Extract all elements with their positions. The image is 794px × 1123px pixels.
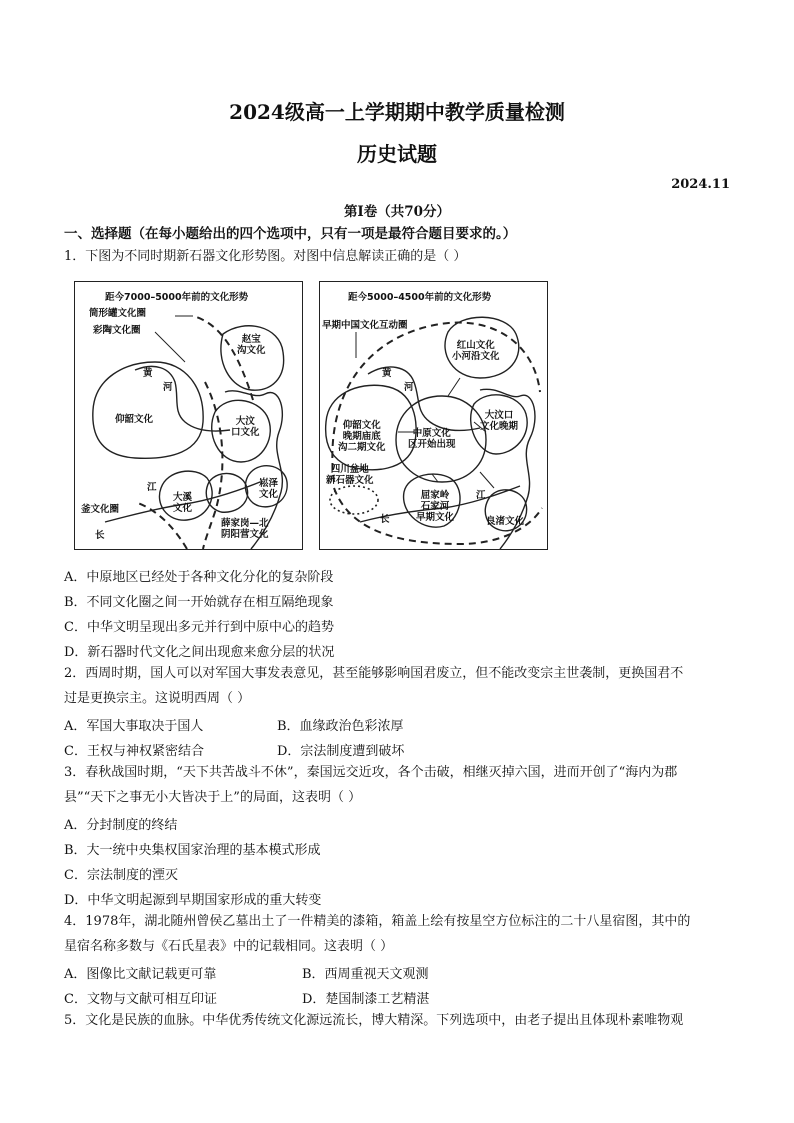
label-daxi: 大溪 文化: [173, 492, 193, 514]
label-liangzhu: 良渚文化: [486, 516, 525, 527]
q1-option-d: D．新石器时代文化之间出现愈来愈分层的状况: [64, 645, 335, 660]
link-hongshan: [448, 378, 460, 396]
q2-stem-line2: 过是更换宗主。这说明西周（ ）: [64, 691, 251, 706]
map-right-title: 距今5000–4500年前的文化形势: [348, 292, 492, 303]
exam-title: 2024级高一上学期期中教学质量检测: [229, 100, 565, 124]
q3-stem-line1: 3．春秋战国时期，“天下共苦战斗不休”，秦国远交近攻，各个击破，相继灭掉六国，进而开创了“海内为郡: [64, 765, 678, 780]
label-xuejiagang: 薛家岗—北 阴阳营文化: [221, 518, 269, 540]
leader-caitao: [155, 332, 185, 362]
q1-option-a: A．中原地区已经处于各种文化分化的复杂阶段: [64, 570, 334, 585]
label-chang: 长: [380, 514, 390, 525]
q5-stem-line1: 5．文化是民族的血脉。中华优秀传统文化源远流长，博大精深。下列选项中，由老子提出且体现朴素唯物观: [64, 1013, 684, 1028]
label-sichuan: 四川盆地 新石器文化: [326, 464, 374, 486]
label-hongshan: 红山文化 小河沿文化: [452, 340, 500, 362]
map-right: [319, 281, 548, 550]
label-huang: 黄: [143, 368, 153, 379]
boundary-tongxingguan: [193, 316, 253, 400]
volume-heading: 第Ⅰ卷（共70分）: [343, 204, 451, 220]
q2-option-c: C．王权与神权紧密结合: [64, 744, 204, 759]
link-liangzhu: [480, 472, 494, 488]
boundary-interaction-sphere: [332, 323, 540, 482]
label-zaoqi: 早期中国文化互动圈: [322, 320, 408, 331]
q3-option-d: D．中华文明起源到早期国家形成的重大转变: [64, 893, 322, 908]
q2-option-b: B．血缘政治色彩浓厚: [277, 719, 404, 734]
label-caitao: 彩陶文化圈: [93, 325, 141, 336]
q1-stem: 1．下图为不同时期新石器文化形势图。对图中信息解读正确的是（ ）: [64, 249, 467, 264]
label-dawenkou: 大汶口 文化晚期: [480, 410, 519, 432]
label-dawenkou: 大汶 口文化: [231, 416, 260, 438]
label-zhongyuan: 中原文化 区开始出现: [408, 428, 456, 450]
label-jiang: 江: [147, 482, 157, 493]
label-yangshao: 仰韶文化: [115, 414, 154, 425]
label-yangshao: 仰韶文化 晚期庙底 沟二期文化: [338, 420, 386, 453]
label-chang: 长: [95, 530, 105, 541]
q4-option-a: A．图像比文献记载更可靠: [64, 967, 217, 982]
q2-stem-line1: 2．西周时期，国人可以对军国大事发表意见，甚至能够影响国君废立，但不能改变宗主世袭制，更换国君不: [64, 666, 684, 681]
label-qujialing: 屈家岭 石家河 早期文化: [416, 490, 455, 523]
q4-option-c: C．文物与文献可相互印证: [64, 992, 217, 1007]
circle-sichuan: [330, 486, 378, 514]
q4-option-b: B．西周重视天文观测: [302, 967, 429, 982]
q4-stem-line2: 星宿名称多数与《石氏星表》中的记载相同。这表明（ ）: [64, 939, 394, 954]
label-he: 河: [163, 382, 173, 393]
q1-option-b: B．不同文化圈之间一开始就存在相互隔绝现象: [64, 595, 334, 610]
q3-stem-line2: 县”“天下之事无小大皆决于上”的局面，这表明（ ）: [64, 790, 362, 805]
label-huang: 黄: [382, 368, 392, 379]
q1-option-c: C．中华文明呈现出多元并行到中原中心的趋势: [64, 620, 334, 635]
q3-option-a: A．分封制度的终结: [64, 818, 178, 833]
label-fu: 釜文化圈: [81, 504, 120, 515]
map-left-title: 距今7000–5000年前的文化形势: [105, 292, 249, 303]
label-zhaobao: 赵宝 沟文化: [237, 334, 266, 356]
q4-option-d: D．楚国制漆工艺精湛: [302, 992, 430, 1007]
q2-option-a: A．军国大事取决于国人: [64, 719, 204, 734]
map-left: [74, 281, 303, 550]
subject-title: 历史试题: [357, 142, 437, 166]
section-heading: 一、选择题（在每小题给出的四个选项中，只有一项是最符合题目要求的。）: [64, 226, 517, 242]
label-jianxingguan: 筒形罐文化圈: [89, 308, 147, 319]
label-he: 河: [404, 382, 414, 393]
label-jiang: 江: [476, 490, 486, 501]
q3-option-c: C．宗法制度的湮灭: [64, 868, 178, 883]
label-songze: 崧泽 文化: [259, 478, 279, 500]
q2-option-d: D．宗法制度遭到破坏: [277, 744, 405, 759]
exam-date: 2024.11: [671, 177, 730, 192]
q3-option-b: B．大一统中央集权国家治理的基本模式形成: [64, 843, 321, 858]
q4-stem-line1: 4．1978年，湖北随州曾侯乙墓出土了一件精美的漆箱，箱盖上绘有按星空方位标注的二十八星宿图，其中的: [64, 914, 691, 929]
